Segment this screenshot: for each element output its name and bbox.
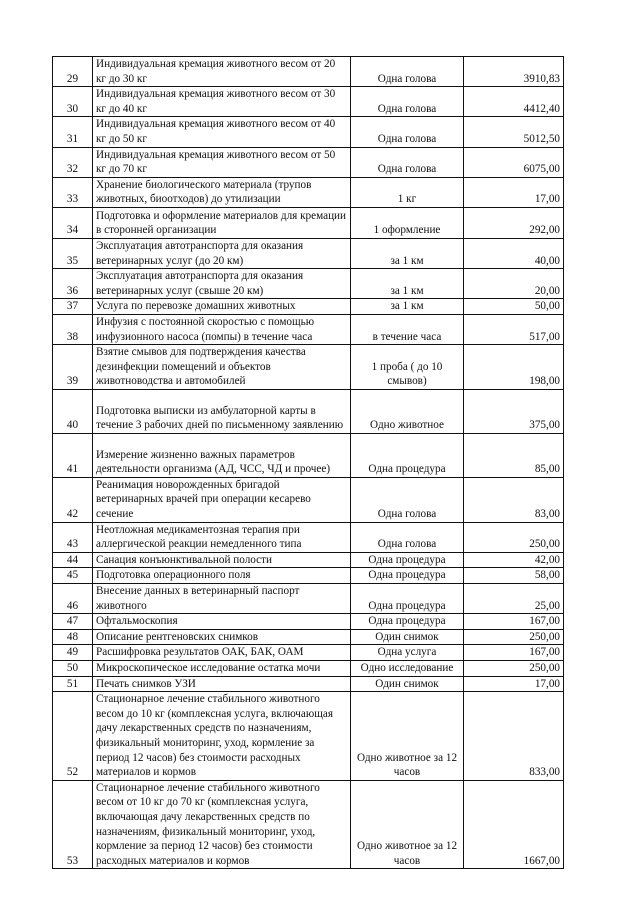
service-unit: Одно исследование xyxy=(351,661,464,677)
table-row xyxy=(53,87,564,117)
service-price: 25,00 xyxy=(464,584,564,614)
row-number: 32 xyxy=(53,147,93,177)
row-number: 29 xyxy=(53,57,93,87)
row-number: 48 xyxy=(53,629,93,645)
row-number: 35 xyxy=(53,238,93,268)
service-price: 50,00 xyxy=(464,299,564,315)
service-price: 292,00 xyxy=(464,207,564,238)
service-unit: 1 оформление xyxy=(351,207,464,238)
table-row xyxy=(53,645,564,661)
row-number: 53 xyxy=(53,780,93,869)
table-row xyxy=(53,692,564,781)
service-price: 167,00 xyxy=(464,614,564,630)
table-row xyxy=(53,676,564,692)
service-unit: Одно животное за 12 часов xyxy=(351,692,464,781)
row-number: 46 xyxy=(53,584,93,614)
row-number: 52 xyxy=(53,692,93,781)
row-number: 38 xyxy=(53,314,93,344)
service-unit: Один снимок xyxy=(351,629,464,645)
row-number: 45 xyxy=(53,568,93,584)
service-unit: Одна голова xyxy=(351,147,464,177)
service-unit: Одна голова xyxy=(351,117,464,147)
service-price: 517,00 xyxy=(464,314,564,344)
service-price: 17,00 xyxy=(464,676,564,692)
table-row xyxy=(53,147,564,177)
row-number: 50 xyxy=(53,661,93,677)
service-price: 833,00 xyxy=(464,692,564,781)
row-number: 41 xyxy=(53,433,93,477)
service-price: 42,00 xyxy=(464,552,564,568)
table-row xyxy=(53,345,564,390)
service-unit: Одна голова xyxy=(351,522,464,552)
service-unit: Одно животное xyxy=(351,389,464,433)
service-name: Неотложная медикаментозная терапия при аллергической реакции немедленного типа xyxy=(93,522,351,552)
table-row xyxy=(53,57,564,87)
row-number: 43 xyxy=(53,522,93,552)
row-number: 39 xyxy=(53,345,93,390)
service-price: 20,00 xyxy=(464,269,564,299)
row-number: 31 xyxy=(53,117,93,147)
service-unit: Один снимок xyxy=(351,676,464,692)
table-row xyxy=(53,522,564,552)
service-unit: Одна голова xyxy=(351,87,464,117)
table-row xyxy=(53,629,564,645)
service-name: Индивидуальная кремация животного весом от 30 кг до 40 кг xyxy=(93,87,351,117)
table-row xyxy=(53,299,564,315)
service-name: Печать снимков УЗИ xyxy=(93,676,351,692)
service-price: 83,00 xyxy=(464,477,564,522)
service-price: 40,00 xyxy=(464,238,564,268)
service-unit: Одна процедура xyxy=(351,584,464,614)
service-price: 250,00 xyxy=(464,629,564,645)
table-row xyxy=(53,269,564,299)
service-price: 85,00 xyxy=(464,433,564,477)
service-name: Расшифровка результатов ОАК, БАК, ОАМ xyxy=(93,645,351,661)
price-list-table xyxy=(52,56,564,869)
table-row xyxy=(53,389,564,433)
service-price: 58,00 xyxy=(464,568,564,584)
service-unit: Одна голова xyxy=(351,57,464,87)
service-price: 167,00 xyxy=(464,645,564,661)
service-name: Эксплуатация автотранспорта для оказания ветеринарных услуг (до 20 км) xyxy=(93,238,351,268)
service-name: Индивидуальная кремация животного весом от 40 кг до 50 кг xyxy=(93,117,351,147)
service-unit: Одна процедура xyxy=(351,552,464,568)
service-unit: 1 проба ( до 10 смывов) xyxy=(351,345,464,390)
row-number: 42 xyxy=(53,477,93,522)
row-number: 33 xyxy=(53,177,93,207)
table-row xyxy=(53,314,564,344)
service-unit: за 1 км xyxy=(351,269,464,299)
service-unit: в течение часа xyxy=(351,314,464,344)
service-price: 5012,50 xyxy=(464,117,564,147)
service-name: Индивидуальная кремация животного весом от 20 кг до 30 кг xyxy=(93,57,351,87)
service-unit: Одна процедура xyxy=(351,614,464,630)
service-price: 250,00 xyxy=(464,661,564,677)
service-price: 17,00 xyxy=(464,177,564,207)
row-number: 37 xyxy=(53,299,93,315)
service-name: Реанимация новорожденных бригадой ветеринарных врачей при операции кесарево сечение xyxy=(93,477,351,522)
service-name: Взятие смывов для подтверждения качества дезинфекции помещений и объектов животноводства и автомобилей xyxy=(93,345,351,390)
service-unit: 1 кг xyxy=(351,177,464,207)
service-name: Эксплуатация автотранспорта для оказания ветеринарных услуг (свыше 20 км) xyxy=(93,269,351,299)
service-unit: Одна голова xyxy=(351,477,464,522)
service-price: 6075,00 xyxy=(464,147,564,177)
table-row xyxy=(53,614,564,630)
service-price: 198,00 xyxy=(464,345,564,390)
table-row xyxy=(53,661,564,677)
service-price: 375,00 xyxy=(464,389,564,433)
service-price: 4412,40 xyxy=(464,87,564,117)
row-number: 44 xyxy=(53,552,93,568)
service-unit: Одна процедура xyxy=(351,568,464,584)
service-name: Санация конъюнктивальной полости xyxy=(93,552,351,568)
table-row xyxy=(53,117,564,147)
service-name: Подготовка и оформление материалов для кремации в сторонней организации xyxy=(93,207,351,238)
table-row xyxy=(53,552,564,568)
service-name: Офтальмоскопия xyxy=(93,614,351,630)
service-price: 1667,00 xyxy=(464,780,564,869)
service-name: Описание рентгеновских снимков xyxy=(93,629,351,645)
service-name: Инфузия с постоянной скоростью с помощью инфузионного насоса (помпы) в течение часа xyxy=(93,314,351,344)
row-number: 49 xyxy=(53,645,93,661)
table-row xyxy=(53,207,564,238)
service-name: Внесение данных в ветеринарный паспорт животного xyxy=(93,584,351,614)
table-row xyxy=(53,780,564,869)
service-name: Индивидуальная кремация животного весом от 50 кг до 70 кг xyxy=(93,147,351,177)
row-number: 30 xyxy=(53,87,93,117)
row-number: 51 xyxy=(53,676,93,692)
row-number: 34 xyxy=(53,207,93,238)
table-row xyxy=(53,584,564,614)
service-name: Услуга по перевозке домашних животных xyxy=(93,299,351,315)
service-unit: Одна услуга xyxy=(351,645,464,661)
row-number: 47 xyxy=(53,614,93,630)
service-name: Стационарное лечение стабильного животного весом от 10 кг до 70 кг (комплексная услуга, включающая дачу лекарственных средств по назначениям, физикальный мониторинг, уход, кормление за период 12 часов) без стоимости расходных материалов и кормов xyxy=(93,780,351,869)
service-unit: за 1 км xyxy=(351,299,464,315)
service-name: Подготовка выписки из амбулаторной карты в течение 3 рабочих дней по письменному заявлению xyxy=(93,389,351,433)
service-unit: Одно животное за 12 часов xyxy=(351,780,464,869)
service-name: Стационарное лечение стабильного животного весом до 10 кг (комплексная услуга, включающая дачу лекарственных средств по назначениям, физикальный мониторинг, уход, кормление за период 12 часов) без стоимости расходных материалов и кормов xyxy=(93,692,351,781)
table-row xyxy=(53,433,564,477)
service-name: Микроскопическое исследование остатка мочи xyxy=(93,661,351,677)
table-row xyxy=(53,568,564,584)
row-number: 40 xyxy=(53,389,93,433)
price-list-body xyxy=(53,57,564,869)
row-number: 36 xyxy=(53,269,93,299)
table-row xyxy=(53,177,564,207)
service-unit: за 1 км xyxy=(351,238,464,268)
service-price: 3910,83 xyxy=(464,57,564,87)
service-name: Хранение биологического материала (трупов животных, биоотходов) до утилизации xyxy=(93,177,351,207)
service-name: Подготовка операционного поля xyxy=(93,568,351,584)
service-name: Измерение жизненно важных параметров деятельности организма (АД, ЧСС, ЧД и прочее) xyxy=(93,433,351,477)
table-row xyxy=(53,477,564,522)
service-unit: Одна процедура xyxy=(351,433,464,477)
table-row xyxy=(53,238,564,268)
service-price: 250,00 xyxy=(464,522,564,552)
